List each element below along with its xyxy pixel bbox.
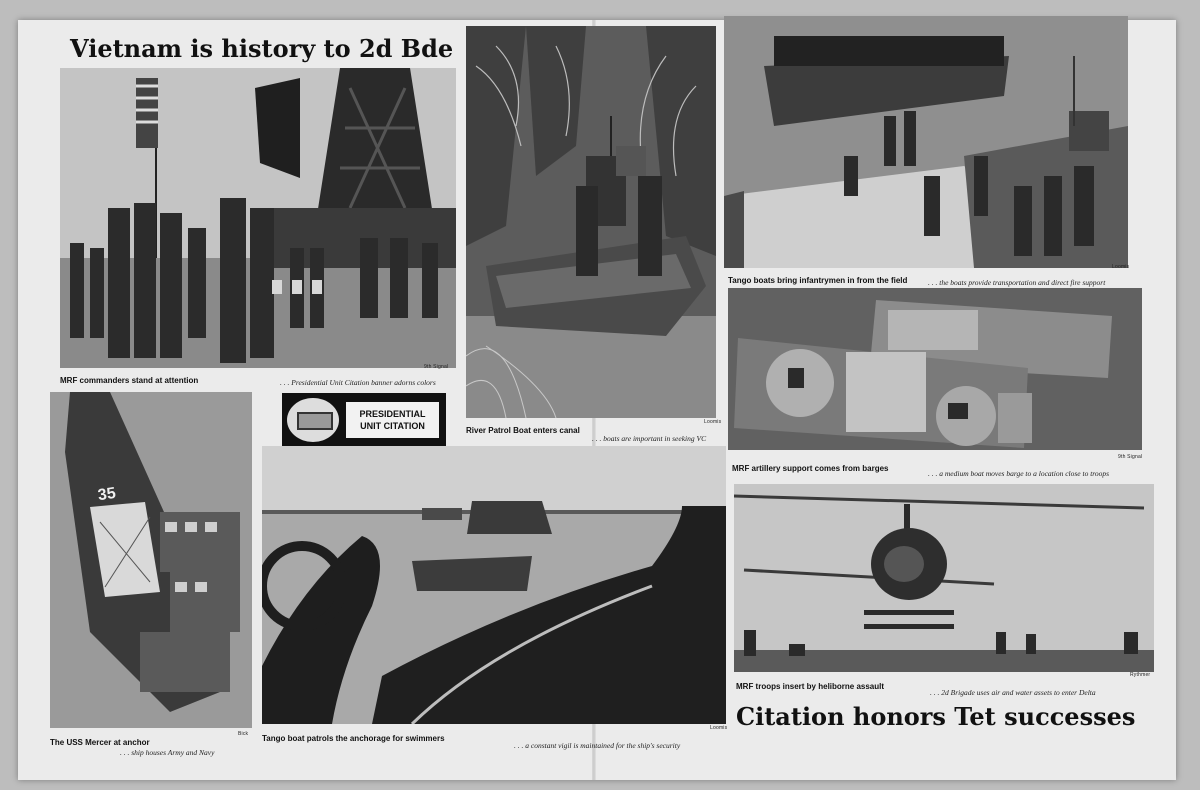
credit-heliborne: Rythmer [1130,672,1151,678]
photo-tango-boats-field [724,16,1128,268]
subcaption-patrol-boat: . . . boats are important in seeking VC [592,434,707,443]
credit-tango-field: Loomis [1112,264,1130,270]
subcaption-barges: . . . a medium boat moves barge to a location close to troops [928,469,1110,478]
photo-commanders [60,68,456,368]
photo-anchorage [262,446,726,724]
credit-barges: 9th Signal [1118,454,1143,460]
credit-mercer: Bick [238,731,249,737]
photo-uss-mercer [50,392,252,728]
subcaption-tango-field: . . . the boats provide transportation and direct fire support [928,278,1106,287]
eagle-seal-icon [287,398,339,442]
credit-patrol-boat: Loomis [704,419,722,425]
subcaption-commanders: . . . Presidential Unit Citation banner adorns colors [280,378,436,387]
badge-line-2: UNIT CITATION [360,421,425,431]
credit-anchorage: Loomis [710,725,728,731]
presidential-unit-citation-badge [282,393,446,447]
caption-patrol-boat: River Patrol Boat enters canal [466,426,580,435]
caption-commanders: MRF commanders stand at attention [60,376,199,385]
photo-river-patrol-boat [466,26,716,418]
caption-tango-field: Tango boats bring infantrymen in from the field [728,276,908,285]
photo-heliborne-assault [734,484,1154,672]
caption-mercer: The USS Mercer at anchor [50,738,150,747]
caption-barges: MRF artillery support comes from barges [732,464,889,473]
subcaption-anchorage: . . . a constant vigil is maintained for the ship's security [514,741,681,750]
headline-vietnam-history: Vietnam is history to 2d Bde [70,34,454,63]
subcaption-mercer: . . . ship houses Army and Navy [120,748,215,757]
badge-text [345,401,440,439]
subcaption-heliborne: . . . 2d Brigade uses air and water assets to enter Delta [930,688,1096,697]
credit-commanders: 9th Signal [424,364,449,370]
caption-heliborne: MRF troops insert by heliborne assault [736,682,885,691]
headline-citation-honors: Citation honors Tet successes [736,702,1136,731]
hull-number: 35 [96,484,117,505]
caption-anchorage: Tango boat patrols the anchorage for swimmers [262,734,445,743]
photo-artillery-barges [728,288,1142,450]
badge-line-1: PRESIDENTIAL [359,409,426,419]
